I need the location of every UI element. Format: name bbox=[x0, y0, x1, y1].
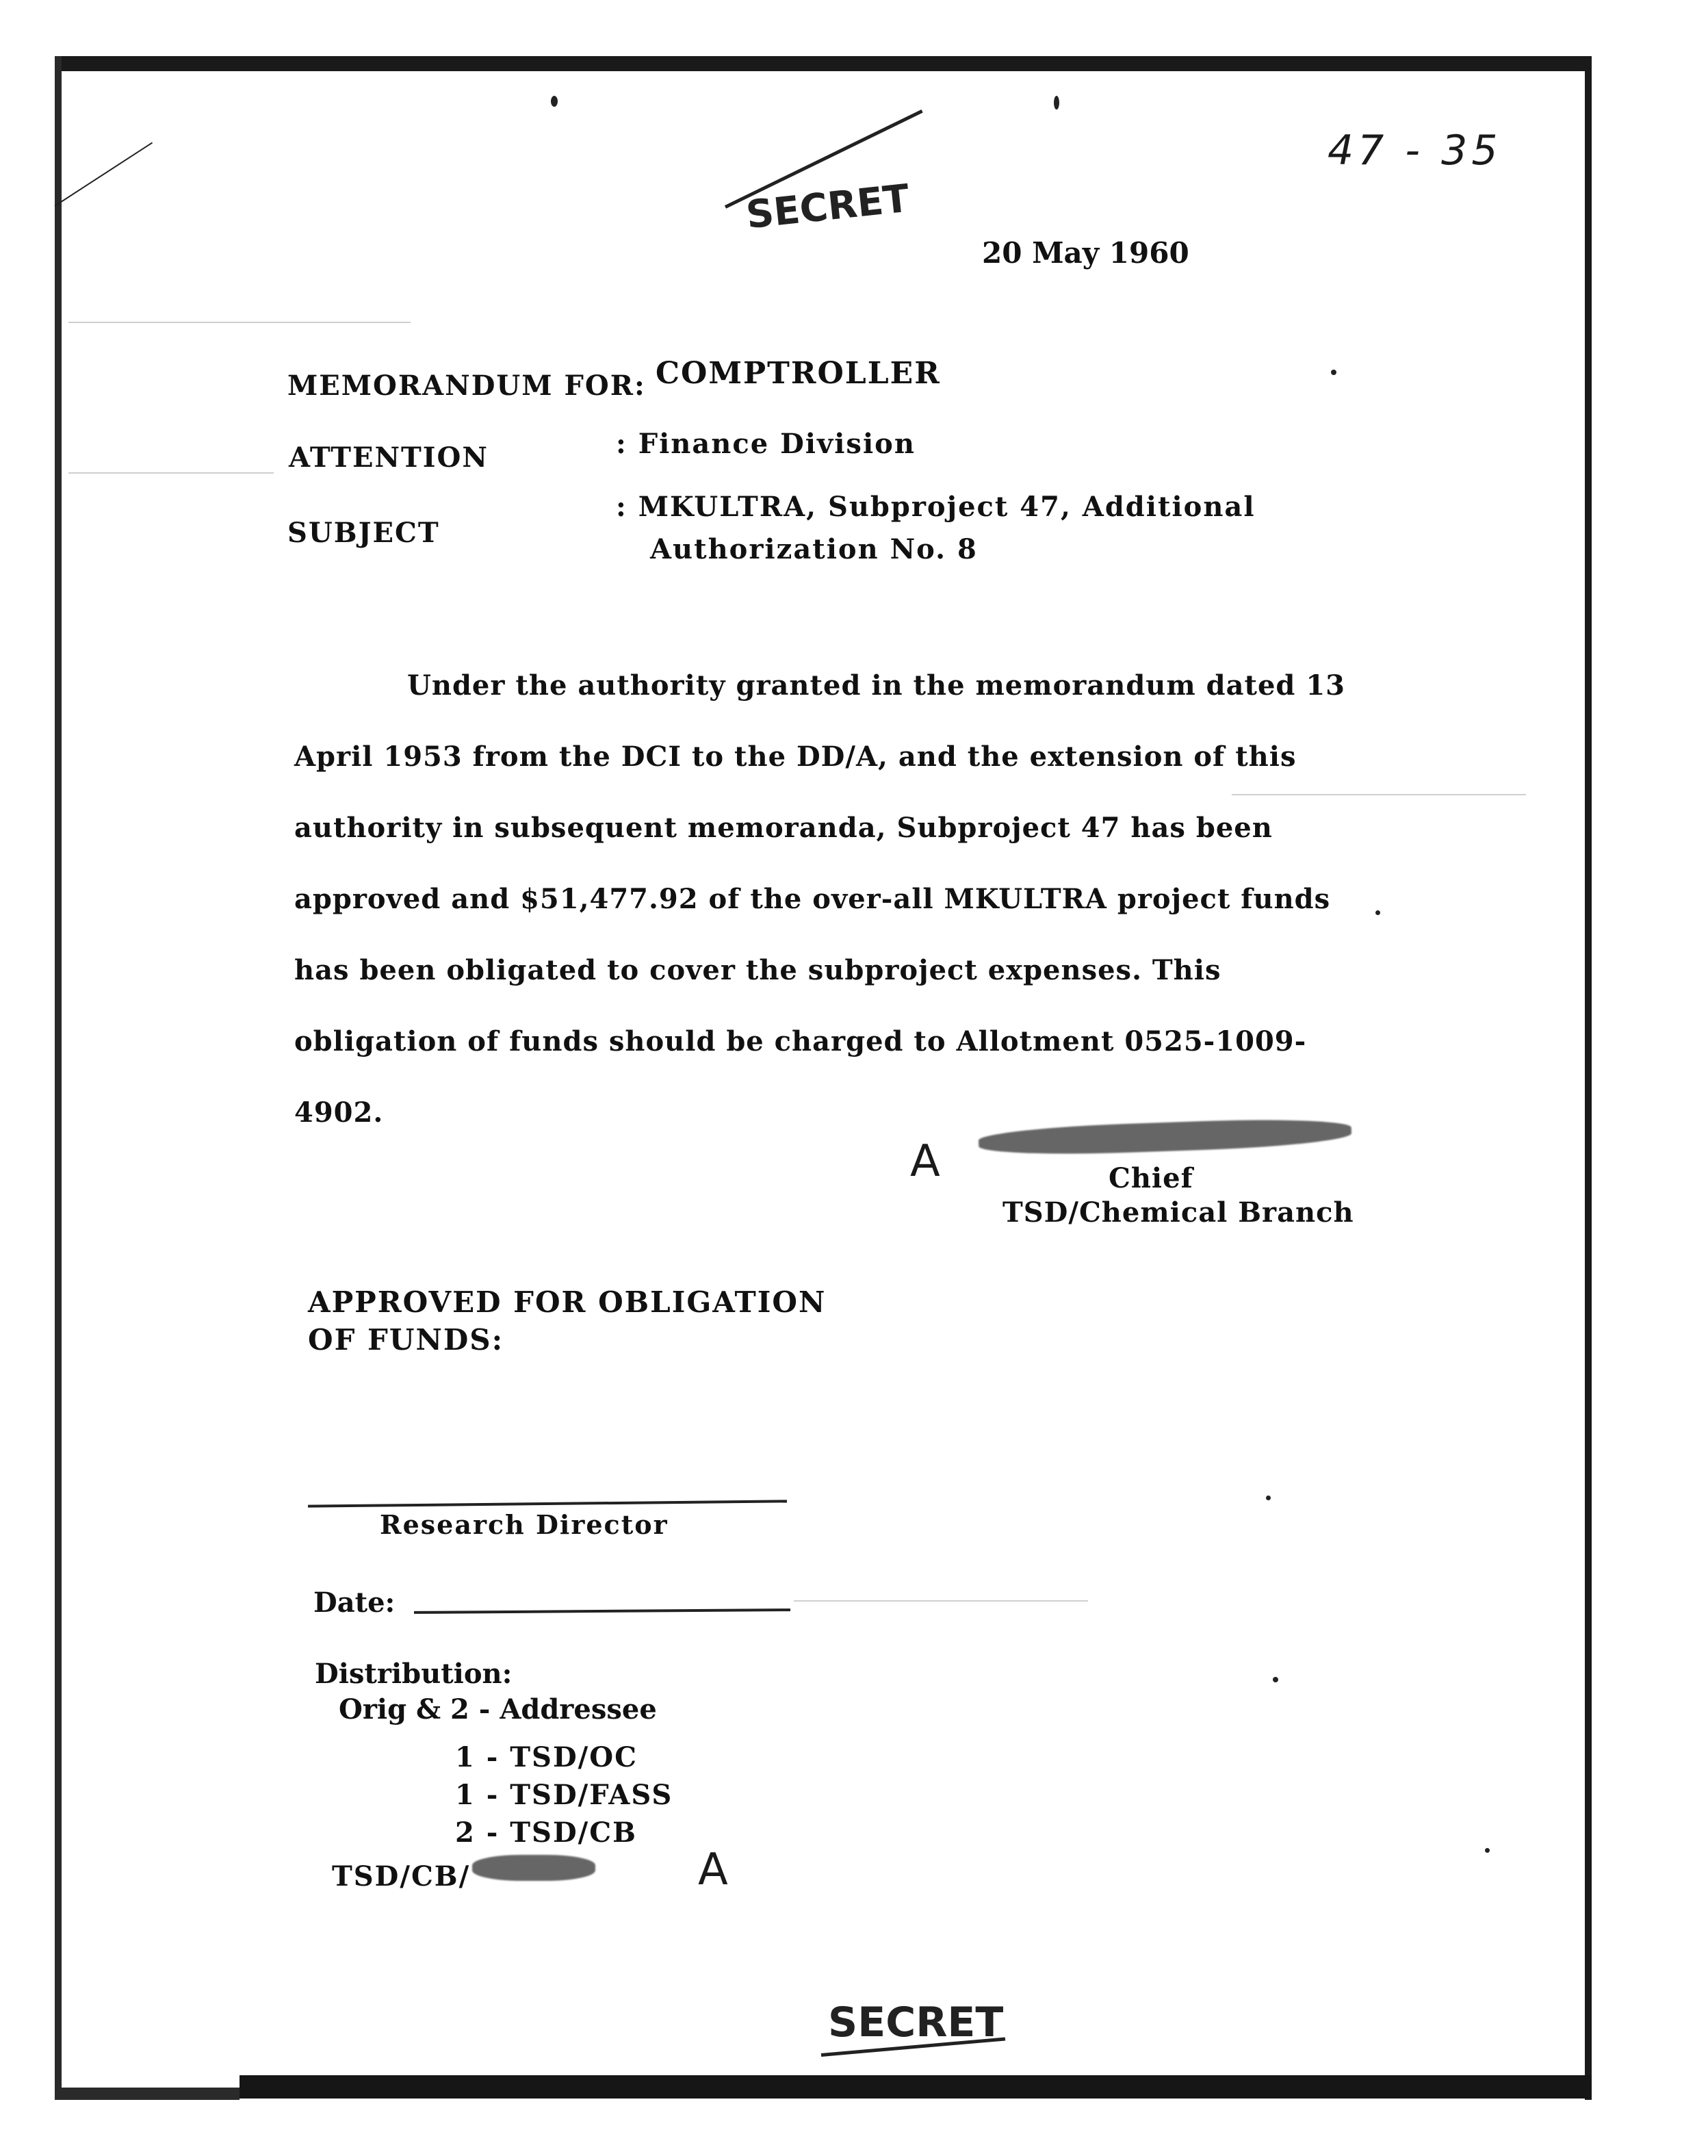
scan-border-bottom-left bbox=[55, 2088, 240, 2100]
subject-line-2: Authorization No. 8 bbox=[650, 533, 978, 565]
memorandum-for-value: COMPTROLLER bbox=[656, 356, 941, 391]
approval-line-2: OF FUNDS: bbox=[308, 1323, 504, 1357]
subject-line-1: : MKULTRA, Subproject 47, Additional bbox=[616, 491, 1256, 523]
subject-label: SUBJECT bbox=[287, 517, 440, 549]
scan-speck bbox=[1375, 910, 1380, 915]
scan-speck bbox=[1054, 96, 1059, 110]
date-line bbox=[414, 1608, 790, 1614]
memo-body: Under the authority granted in the memorandum dated 13 April 1953 from the DCI to the DD/A, and the extension of this authority in subsequent memoranda, Subproject 47 has been approved and $51,477.92 of the over-all MKULTRA project funds has been obligated to cover the subproject expenses. This obligation of funds should be charged to Allotment 0525-1009-4902. bbox=[294, 669, 1345, 1129]
scan-border-left bbox=[55, 56, 62, 2100]
attention-value: : Finance Division bbox=[616, 428, 916, 460]
scan-artifact bbox=[68, 472, 274, 474]
approval-heading bbox=[308, 1283, 826, 1359]
scan-diagonal-mark bbox=[54, 142, 153, 207]
scan-speck bbox=[1331, 370, 1336, 375]
scan-border-right bbox=[1585, 56, 1592, 2100]
memorandum-for-label: MEMORANDUM FOR: bbox=[287, 370, 646, 402]
distribution-addressee: Orig & 2 - Addressee bbox=[339, 1693, 657, 1725]
scan-artifact bbox=[68, 322, 411, 323]
scan-border-bottom bbox=[240, 2075, 1592, 2099]
approval-line-1: APPROVED FOR OBLIGATION bbox=[308, 1285, 827, 1319]
memo-date: 20 May 1960 bbox=[982, 236, 1189, 270]
handwritten-initial: A bbox=[910, 1136, 940, 1187]
research-director-label: Research Director bbox=[380, 1509, 669, 1540]
scan-border-top bbox=[55, 56, 1592, 71]
handwritten-document-number: 47 - 35 bbox=[1328, 127, 1502, 175]
scan-artifact bbox=[794, 1600, 1088, 1602]
origin-code: TSD/CB/ bbox=[332, 1860, 471, 1892]
distribution-item: 2 - TSD/CB bbox=[455, 1817, 637, 1849]
scan-speck bbox=[1266, 1496, 1271, 1500]
distribution-list bbox=[455, 1738, 673, 1851]
scan-speck bbox=[1273, 1677, 1278, 1682]
distribution-item: 1 - TSD/FASS bbox=[455, 1779, 673, 1811]
redacted-initials bbox=[472, 1855, 595, 1881]
scan-speck bbox=[551, 96, 558, 107]
classification-stamp-top: SECRET bbox=[744, 176, 912, 238]
signature-title-chief: Chief bbox=[1109, 1162, 1193, 1194]
handwritten-initial-bottom: A bbox=[698, 1845, 728, 1895]
signature-title-branch: TSD/Chemical Branch bbox=[1002, 1196, 1354, 1229]
scan-speck bbox=[1485, 1848, 1490, 1853]
distribution-item: 1 - TSD/OC bbox=[455, 1741, 638, 1773]
distribution-label: Distribution: bbox=[315, 1658, 513, 1690]
subject-value bbox=[616, 486, 1256, 571]
approval-date-label: Date: bbox=[313, 1587, 396, 1619]
classification-stamp-bottom: SECRET bbox=[828, 1999, 1004, 2046]
attention-label: ATTENTION bbox=[289, 441, 489, 474]
signature-line bbox=[308, 1500, 787, 1507]
distribution-block bbox=[315, 1656, 657, 1728]
